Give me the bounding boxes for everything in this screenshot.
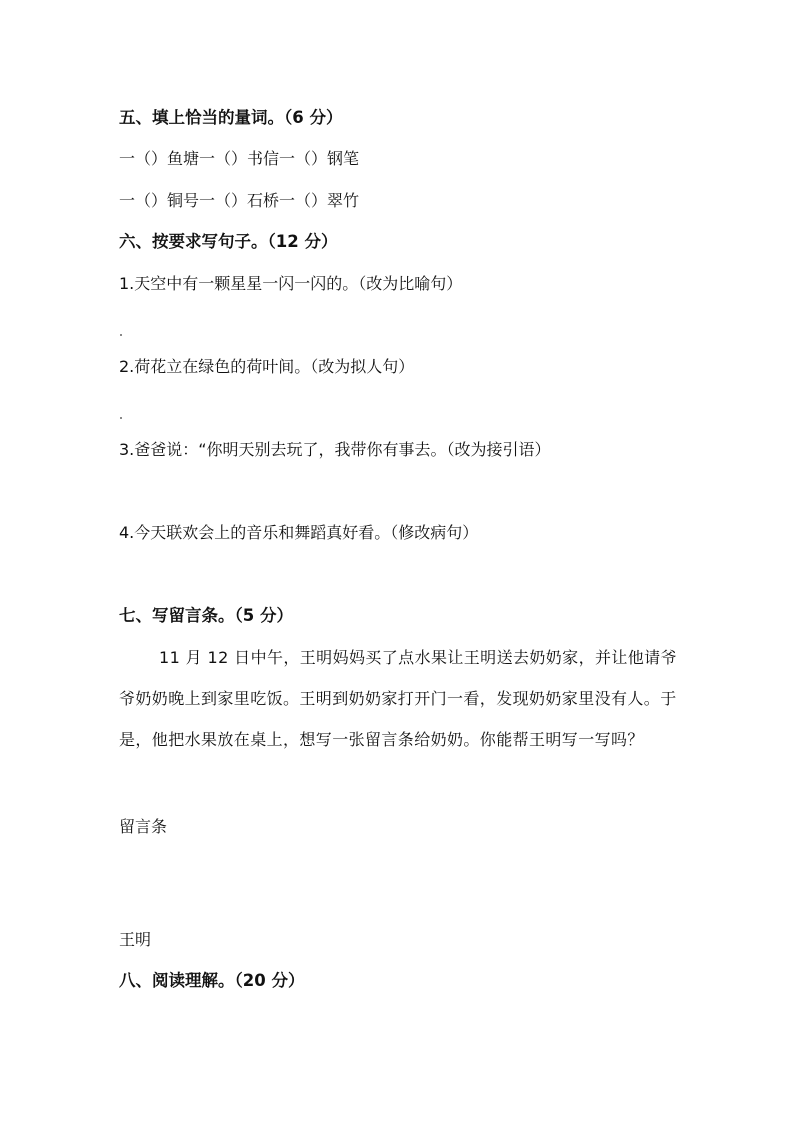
section-6-heading: 六、按要求写句子。（12 分） xyxy=(119,232,338,251)
measure-word-row-2: 一（）铜号一（）石桥一（）翠竹 xyxy=(119,191,360,210)
section-8-heading: 八、阅读理解。（20 分） xyxy=(119,971,305,990)
note-title: 留言条 xyxy=(119,817,168,836)
answer-mark-1 xyxy=(120,334,122,336)
note-signature: 王明 xyxy=(119,930,152,949)
section-7-heading: 七、写留言条。（5 分） xyxy=(119,606,293,625)
sentence-question-2: 2.荷花立在绿色的荷叶间。（改为拟人句） xyxy=(119,357,415,376)
sentence-question-1: 1.天空中有一颗星星一闪一闪的。（改为比喻句） xyxy=(119,274,463,293)
measure-word-row-1: 一（）鱼塘一（）书信一（）钢笔 xyxy=(119,149,360,168)
section-5-heading: 五、填上恰当的量词。（6 分） xyxy=(119,108,343,127)
answer-mark-2 xyxy=(120,417,122,419)
note-task-paragraph: 11 月 12 日中午，王明妈妈买了点水果让王明送去奶奶家，并让他请爷爷奶奶晚上到家里吃饭。王明到奶奶家打开门一看，发现奶奶家里没有人。于是，他把水果放在桌上，想写一张留言条给奶奶。你能帮王明写一写吗？ xyxy=(119,648,677,749)
sentence-question-3: 3.爸爸说：“你明天别去玩了，我带你有事去。（改为接引语） xyxy=(119,440,551,459)
sentence-question-4: 4.今天联欢会上的音乐和舞蹈真好看。（修改病句） xyxy=(119,523,479,542)
